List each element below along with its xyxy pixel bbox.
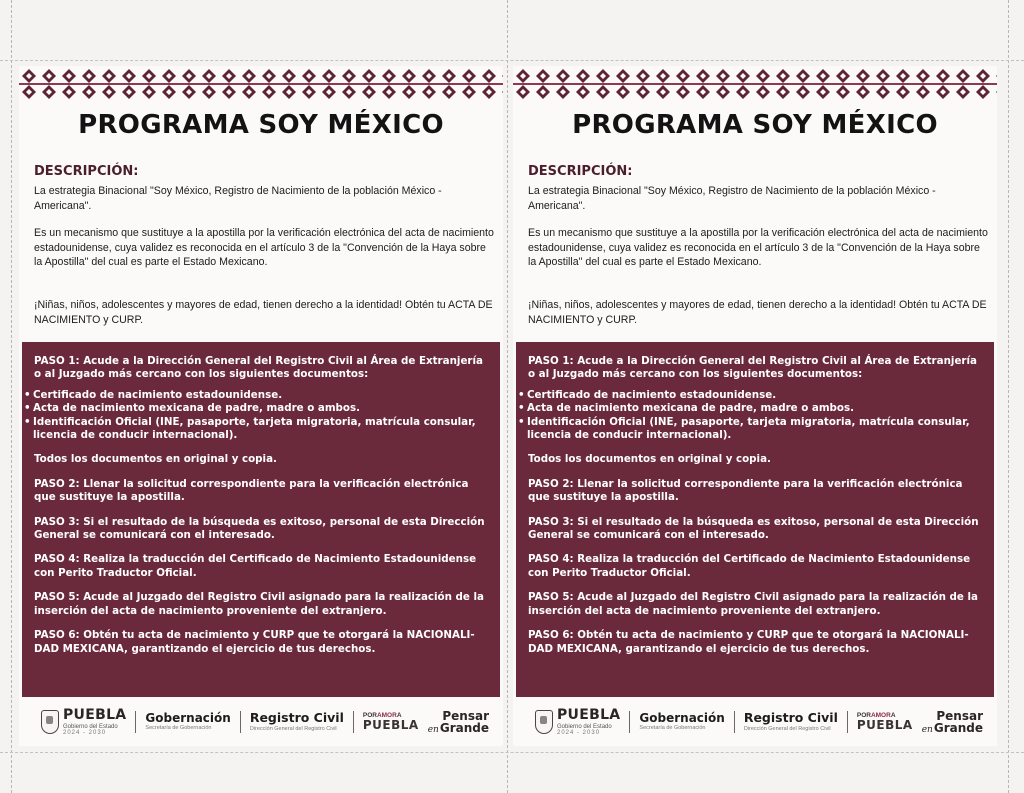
- registro-civil-logo: Registro Civil Dirección General del Registro Civil: [743, 710, 838, 732]
- coat-of-arms-icon: [535, 710, 553, 734]
- list-item: • Certificado de nacimiento estadounidense.: [518, 389, 982, 402]
- description-paragraph: Es un mecanismo que sustituye a la apostilla por la verificación electrónica del acta de nacimiento estadounidense, cuya validez es reconocida en el artículo 3 de la "Convención de la Haya sobre la Apostilla" del cual es parte el Estado Mexicano.: [528, 227, 988, 268]
- step-3: PASO 3: Si el resultado de la búsqueda es exitoso, personal de esta Dirección General se comunicará con el interesado.: [528, 515, 979, 542]
- cut-guide-right: [1008, 0, 1009, 793]
- coat-of-arms-icon: [41, 710, 59, 734]
- step-3: PASO 3: Si el resultado de la búsqueda es exitoso, personal de esta Dirección General se comunicará con el interesado.: [34, 515, 485, 542]
- pensar-en-grande-logo: Pensar enGrande: [921, 708, 983, 735]
- footer-logos: [513, 704, 997, 740]
- registro-civil-logo: Registro Civil Dirección General del Registro Civil: [249, 710, 344, 732]
- divider: [240, 711, 241, 733]
- cut-guide-left: [11, 0, 12, 793]
- gobernacion-logo: Gobernación Secretaría de Gobernación: [145, 711, 231, 732]
- step-4: PASO 4: Realiza la traducción del Certificado de Nacimiento Estadounidense con Perito Traductor Oficial.: [528, 553, 971, 579]
- documents-list: [24, 389, 488, 443]
- step-1: PASO 1: Acude a la Dirección General del Registro Civil al Área de Extranjería o al Juzgado más cercano con los siguientes documentos:: [528, 355, 977, 381]
- puebla-logo: PUEBLA Gobierno del Estado 2024 - 2030: [535, 708, 620, 736]
- divider: [135, 711, 136, 733]
- originals-note: Todos los documentos en original y copia.: [34, 453, 277, 466]
- cut-guide-center: [507, 0, 508, 793]
- divider: [353, 711, 354, 733]
- ornamental-pattern: [513, 66, 997, 102]
- page-title: PROGRAMA SOY MÉXICO: [78, 110, 444, 140]
- step-6: PASO 6: Obtén tu acta de nacimiento y CURP que te otorgará la NACIONALI-DAD MEXICANA, garantizando el ejercicio de tus derechos.: [528, 629, 969, 655]
- description-paragraph: ¡Niñas, niños, adolescentes y mayores de edad, tienen derecho a la identidad! Obtén tu ACTA DE NACIMIENTO y CURP.: [528, 299, 987, 326]
- description-paragraph: ¡Niñas, niños, adolescentes y mayores de edad, tienen derecho a la identidad! Obtén tu ACTA DE NACIMIENTO y CURP.: [34, 299, 493, 326]
- step-5: PASO 5: Acude al Juzgado del Registro Civil asignado para la realización de la inserción del acta de nacimiento proveniente del extranjero.: [528, 591, 978, 617]
- cut-guide-bottom: [0, 752, 1024, 753]
- gobernacion-logo: Gobernación Secretaría de Gobernación: [639, 711, 725, 732]
- list-item: • Acta de nacimiento mexicana de padre, madre o ambos.: [24, 402, 488, 415]
- description-paragraph: La estrategia Binacional "Soy México, Registro de Nacimiento de la población México - Americana".: [528, 185, 936, 212]
- steps-panel: [22, 342, 500, 697]
- por-amor-a-puebla-logo: PORAMORA PUEBLA: [856, 711, 913, 733]
- page-title: PROGRAMA SOY MÉXICO: [572, 110, 938, 140]
- footer-logos: [19, 704, 503, 740]
- description-heading: DESCRIPCIÓN:: [34, 164, 139, 179]
- flyer-right: [513, 66, 997, 746]
- puebla-logo: PUEBLA Gobierno del Estado 2024 - 2030: [41, 708, 126, 736]
- list-item: • Certificado de nacimiento estadounidense.: [24, 389, 488, 402]
- flyer-left: [19, 66, 503, 746]
- list-item: • Identificación Oficial (INE, pasaporte, tarjeta migratoria, matrícula consular, licencia de conducir internacional).: [24, 416, 488, 443]
- list-item: • Acta de nacimiento mexicana de padre, madre o ambos.: [518, 402, 982, 415]
- ornamental-pattern: [19, 66, 503, 102]
- step-2: PASO 2: Llenar la solicitud correspondiente para la verificación electrónica que sustituye la apostilla.: [528, 477, 963, 504]
- divider: [847, 711, 848, 733]
- list-item: • Identificación Oficial (INE, pasaporte, tarjeta migratoria, matrícula consular, licencia de conducir internacional).: [518, 416, 982, 443]
- step-4: PASO 4: Realiza la traducción del Certificado de Nacimiento Estadounidense con Perito Traductor Oficial.: [34, 553, 477, 579]
- step-6: PASO 6: Obtén tu acta de nacimiento y CURP que te otorgará la NACIONALI-DAD MEXICANA, garantizando el ejercicio de tus derechos.: [34, 629, 475, 655]
- description-paragraph: La estrategia Binacional "Soy México, Registro de Nacimiento de la población México - Americana".: [34, 185, 442, 212]
- description-paragraph: Es un mecanismo que sustituye a la apostilla por la verificación electrónica del acta de nacimiento estadounidense, cuya validez es reconocida en el artículo 3 de la "Convención de la Haya sobre la Apostilla" del cual es parte el Estado Mexicano.: [34, 227, 494, 268]
- divider: [629, 711, 630, 733]
- step-5: PASO 5: Acude al Juzgado del Registro Civil asignado para la realización de la inserción del acta de nacimiento proveniente del extranjero.: [34, 591, 484, 617]
- steps-panel: [516, 342, 994, 697]
- step-2: PASO 2: Llenar la solicitud correspondiente para la verificación electrónica que sustituye la apostilla.: [34, 477, 469, 504]
- documents-list: [518, 389, 982, 443]
- por-amor-a-puebla-logo: PORAMORA PUEBLA: [362, 711, 419, 733]
- cut-guide-top: [0, 60, 1024, 61]
- divider: [734, 711, 735, 733]
- description-heading: DESCRIPCIÓN:: [528, 164, 633, 179]
- pensar-en-grande-logo: Pensar enGrande: [427, 708, 489, 735]
- originals-note: Todos los documentos en original y copia.: [528, 453, 771, 466]
- step-1: PASO 1: Acude a la Dirección General del Registro Civil al Área de Extranjería o al Juzgado más cercano con los siguientes documentos:: [34, 355, 483, 381]
